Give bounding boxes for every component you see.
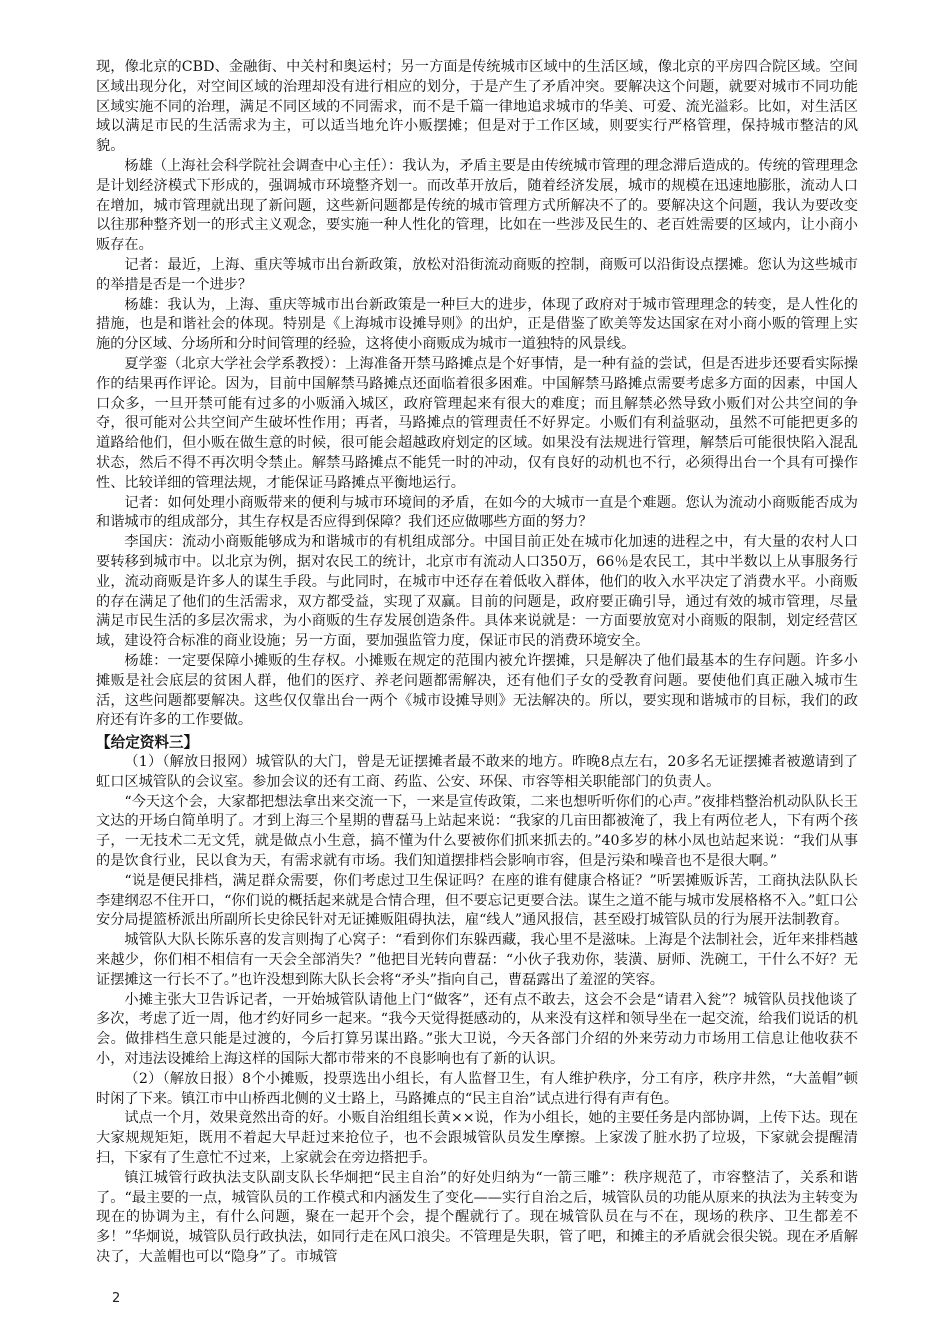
body-paragraph: （1）（解放日报网）城管队的大门，曾是无证摆摊者最不敢来的地方。昨晚8点左右，20多名无证摆摊者被邀请到了虹口区城管队的会议室。参加会议的还有工商、药监、公安、环保、市容等相关职能部门的负责人。: [96, 754, 858, 790]
body-paragraph: 夏学銮（北京大学社会学系教授）：上海准备开禁马路摊点是个好事情，是一种有益的尝试，但是否进步还要看实际操作的结果再作评论。因为，目前中国解禁马路摊点还面临着很多困难。中国解禁马路摊点需要考虑多方面的因素，中国人口众多，一旦开禁可能有过多的小贩涌入城区，政府管理起来有很大的难度；而且解禁必然导致小贩们对公共空间的争夺，很可能对公共空间产生破坏性作用；再者，马路摊点的管理责任不好界定。小贩们有利益驱动，虽然不可能把更多的道路给他们，但小贩在做生意的时候，很可能会超越政府划定的区域。如果没有法规进行管理，解禁后可能很快陷入混乱状态，然后不得不再次明令禁止。解禁马路摊点不能凭一时的冲动，仅有良好的动机也不行，必须得出台一个具有可操作性、比较详细的管理法规，才能保证马路摊点平衡地运行。: [96, 355, 858, 491]
body-paragraph: 杨雄（上海社会科学院社会调查中心主任）：我认为，矛盾主要是由传统城市管理的理念滞后造成的。传统的管理理念是计划经济模式下形成的，强调城市环境整齐划一。而改革开放后，随着经济发展，城市的规模在迅速地膨胀，流动人口在增加，城市管理就出现了新问题，这些新问题都是传统的城市管理方式所解决不了的。要解决这个问题，我认为要改变以往那种整齐划一的形式主义观念，要实施一种人性化的管理，比如在一些涉及民生的、老百姓需要的区域内，让小商小贩存在。: [96, 157, 858, 254]
body-paragraph: “今天这个会，大家都把想法拿出来交流一下，一来是宣传政策，二来也想听听你们的心声。”夜排档整治机动队队长王文达的开场白简单明了。才到上海三个星期的曹磊马上站起来说：“我家的几亩田都被淹了，我上有两位老人，下有两个孩子，一无技术二无文凭，就是做点小生意，搞不懂为什么要被你们抓来抓去的。”40多岁的林小凤也站起来说：“我们从事的是饮食行业，民以食为天，有需求就有市场。我们知道摆排档会影响市容，但是污染和噪音也不是很大啊。”: [96, 793, 858, 870]
body-paragraph: 杨雄：我认为，上海、重庆等城市出台新政策是一种巨大的进步，体现了政府对于城市管理理念的转变，是人性化的措施，也是和谐社会的体现。特别是《上海城市设摊导则》的出炉，正是借鉴了欧美等发达国家在对小商小贩的管理上实施的分区域、分场所和分时间管理的经验，这将使小商贩成为城市一道独特的风景线。: [96, 296, 858, 353]
body-paragraph: （2）（解放日报）8个小摊贩，投票选出小组长，有人监督卫生，有人维护秩序，分工有序，秩序井然，“大盖帽”顿时闲了下来。镇江市中山桥西北侧的义士路上，马路摊点的“民主自治”试点进行得有声有色。: [96, 1070, 858, 1107]
body-paragraph: 李国庆：流动小商贩能够成为和谐城市的有机组成部分。中国目前正处在城市化加速的进程之中，有大量的农村人口要转移到城市中。以北京为例，据对农民工的统计，北京市有流动人口350万，66％是农民工，其中半数以上从事服务行业，流动商贩是许多人的谋生手段。与此同时，在城市中还存在着低收入群体，他们的收入水平决定了消费水平。小商贩的存在满足了他们的生活需求，双方都受益，实现了双赢。目前的问题是，政府要正确引导，通过有效的城市管理，尽量满足市民生活的多层次需求，为小商贩的生存发展创造条件。具体来说就是：一方面要放宽对小商贩的限制，划定经营区域，建设符合标准的商业设施；另一方面，要加强监管力度，保证市民的消费环境安全。: [96, 534, 858, 650]
body-paragraph: 杨雄：一定要保障小摊贩的生存权。小摊贩在规定的范围内被允许摆摊，只是解决了他们最基本的生存问题。许多小摊贩是社会底层的贫困人群，他们的医疗、养老问题都需解决，还有他们子女的受教育问题。要使他们真正融入城市生活，这些问题都要解决。这些仅仅靠出台一两个《城市设摊导则》无法解决的。所以，要实现和谐城市的目标，我们的政府还有许多的工作要做。: [96, 652, 858, 729]
body-paragraph: 镇江城管行政执法支队副支队长华炯把“民主自治”的好处归纳为“一箭三雕”：秩序规范了，市容整洁了，关系和谐了。“最主要的一点，城管队员的工作模式和内涵发生了变化——实行自治之后，城管队员的功能从原来的执法为主转变为现在的协调为主，有什么问题，聚在一起开个会，提个醒就行了。现在城管队员在与不在，现场的秩序、卫生都差不多！”华炯说，城管队员行政执法，如同行走在风口浪尖。不管理是失职，管了吧，和摊主的矛盾就会很尖锐。现在矛盾解决了，大盖帽也可以“隐身”了。市城管: [96, 1169, 858, 1266]
body-paragraph: 小摊主张大卫告诉记者，一开始城管队请他上门“做客”，还有点不敢去，这会不会是“请君入瓮”？城管队员找他谈了多次，考虑了近一周，他才约好同乡一起来。“我今天觉得挺感动的，从来没有这样和领导坐在一起交流，给我们说话的机会。做排档生意只能是过渡的，今后打算另谋出路。”张大卫说，今天各部门介绍的外来劳动力市场用工信息让他收获不小，对违法设摊给上海这样的国际大都市带来的不良影响也有了新的认识。: [96, 991, 858, 1068]
body-paragraph: “说是便民排档，满足群众需要，你们考虑过卫生保证吗？在座的谁有健康合格证？”听罢摊贩诉苦，工商执法队队长李建纲忍不住开口，“你们说的概括起来就是合情合理，但不要忘记更要合法。谋生之道不能与城市发展格格不入。”虹口公安分局提篮桥派出所副所长史徐民针对无证摊贩阻碍执法，雇“线人”通风报信，甚至殴打城管队员的行为展开法制教育。: [96, 872, 858, 929]
body-paragraph: 试点一个月，效果竟然出奇的好。小贩自治组组长黄××说，作为小组长，她的主要任务是内部协调，上传下达。现在大家规规矩矩，既用不着起大早赶过来抢位子，也不会跟城管队员发生摩擦。上家泼了脏水扔了垃圾，下家就会提醒清扫，下家有了生意忙不过来，上家就会在旁边搭把手。: [96, 1110, 858, 1167]
document-page: [96, 58, 858, 1268]
page-number: 2: [112, 1291, 121, 1306]
body-paragraph: 现，像北京的CBD、金融街、中关村和奥运村；另一方面是传统城市区域中的生活区域，像北京的平房四合院区域。空间区域出现分化，对空间区域的治理却没有进行相应的划分，于是产生了矛盾冲突。要解决这个问题，就要对城市不同功能区域实施不同的治理，满足不同区域的不同需求，而不是千篇一律地追求城市的华美、可爱、流光溢彩。比如，对生活区域以满足市民的生活需求为主，可以适当地允许小贩摆摊；但是对于工作区域，则要实行严格管理，保持城市整洁的风貌。: [96, 59, 858, 155]
body-paragraph: 记者：最近，上海、重庆等城市出台新政策，放松对沿街流动商贩的控制，商贩可以沿街设点摆摊。您认为这些城市的举措是否是一个进步？: [96, 256, 858, 293]
body-paragraph: 城管队大队长陈乐喜的发言则掏了心窝子：“看到你们东躲西藏，我心里不是滋味。上海是个法制社会，近年来排档越来越少，你们相不相信有一天会全部消失？”他把目光转向曹磊：“小伙子我劝你，装潢、厨师、洗碗工，干什么不好？无证摆摊这一行长不了。”也许没想到陈大队长会将“矛头”指向自己，曹磊露出了羞涩的笑容。: [96, 932, 858, 988]
section-heading: 【给定资料三】: [96, 734, 199, 752]
body-paragraph: 记者：如何处理小商贩带来的便利与城市环境间的矛盾，在如今的大城市一直是个难题。您认为流动小商贩能否成为和谐城市的组成部分，其生存权是否应得到保障？我们还应做哪些方面的努力？: [96, 494, 858, 531]
